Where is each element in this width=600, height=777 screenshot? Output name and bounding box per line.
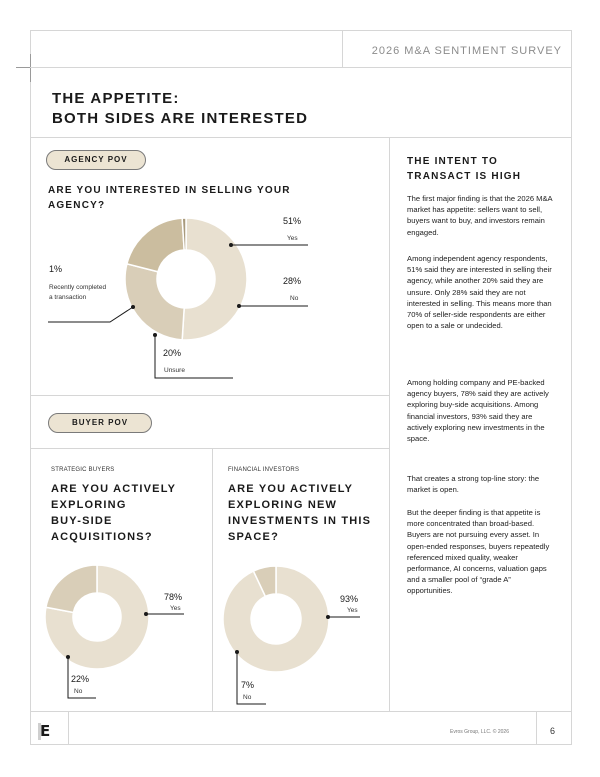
financial-no-pct: 7% (241, 680, 255, 690)
financial-question-line: ARE YOU ACTIVELY (228, 483, 354, 495)
agency-yes-pct: 51% (283, 216, 302, 226)
strategic-no-dot (66, 655, 70, 659)
sidebar-paragraph: The first major finding is that the 2026 M&A market has appetite: sellers want to sell, buyers want to buy, and investors remain engaged. (407, 194, 553, 237)
agency-question-line1: ARE YOU INTERESTED IN SELLING YOUR (48, 185, 291, 196)
buyer-pov-pill: BUYER POV (48, 413, 152, 433)
agency-yes-label: Yes (287, 235, 298, 242)
strategic-buyers-caption: STRATEGIC BUYERS (51, 467, 115, 473)
page-title-line2: BOTH SIDES ARE INTERESTED (52, 110, 309, 127)
footer-copyright: Evros Group, LLC. © 2026 (450, 729, 509, 735)
footer-logo: E (40, 722, 51, 740)
sidebar-heading-line1: THE INTENT TO (407, 156, 498, 167)
agency-question-line2: AGENCY? (48, 200, 106, 211)
financial-question-line: SPACE? (228, 531, 280, 543)
page-title-line1: THE APPETITE: (52, 90, 180, 107)
agency-recent-pct: 1% (49, 264, 63, 274)
financial-yes-dot (326, 615, 330, 619)
agency-unsure-label: Unsure (164, 367, 185, 374)
financial-question-line: EXPLORING NEW (228, 499, 338, 511)
agency-recent-label-line1: Recently completed (49, 284, 107, 291)
strategic-yes-label: Yes (170, 605, 181, 612)
strategic-yes-pct: 78% (164, 592, 183, 602)
strategic-no-label: No (74, 688, 83, 695)
agency-recent-label-line2: a transaction (49, 294, 87, 301)
strategic-question-line: BUY-SIDE (51, 515, 113, 527)
agency-unsure-pct: 20% (163, 348, 182, 358)
financial-yes-pct: 93% (340, 594, 359, 604)
survey-title: 2026 M&A SENTIMENT SURVEY (371, 45, 562, 57)
sidebar-paragraph: That creates a strong top-line story: the market is open. (407, 474, 540, 495)
sidebar-heading (407, 154, 557, 184)
sidebar-paragraph: But the deeper finding is that appetite is more concentrated than broad-based. Buyers are not pursuing every asset. In open-ended responses, buyers repeatedly referenced mixed quality, weaker performance, AI concerns, valuation gaps and a smaller pool of “grade A” opportunities. (407, 508, 550, 596)
financial-investors-caption: FINANCIAL INVESTORS (228, 467, 300, 473)
financial-yes-label: Yes (347, 607, 358, 614)
strategic-question-line: ARE YOU ACTIVELY (51, 483, 177, 495)
strategic-question-line: ACQUISITIONS? (51, 531, 153, 543)
agency-pov-pill: AGENCY POV (46, 150, 146, 170)
sidebar-paragraph: Among independent agency respondents, 51% said they are interested in selling their agency, while another 20% said they are unsure. Only 28% said they are not interested in selling. This means more than 70% of seller-side respondents are either open to a sale or undecided. (407, 254, 552, 331)
sidebar-heading-line2: TRANSACT IS HIGH (407, 171, 522, 182)
page-number: 6 (550, 726, 556, 736)
financial-question-line: INVESTMENTS IN THIS (228, 515, 372, 527)
strategic-yes-dot (144, 612, 148, 616)
strategic-slice-no (46, 565, 97, 613)
strategic-no-pct: 22% (71, 674, 90, 684)
financial-no-label: No (243, 694, 252, 701)
strategic-question-line: EXPLORING (51, 499, 127, 511)
sidebar-paragraph: Among holding company and PE-backed agency buyers, 78% said they are actively exploring buy-side acquisitions. Among financial investors, 93% said they are actively exploring new investments in the space. (407, 378, 549, 444)
financial-no-dot (235, 650, 239, 654)
agency-no-pct: 28% (283, 276, 302, 286)
agency-no-label: No (290, 295, 299, 302)
